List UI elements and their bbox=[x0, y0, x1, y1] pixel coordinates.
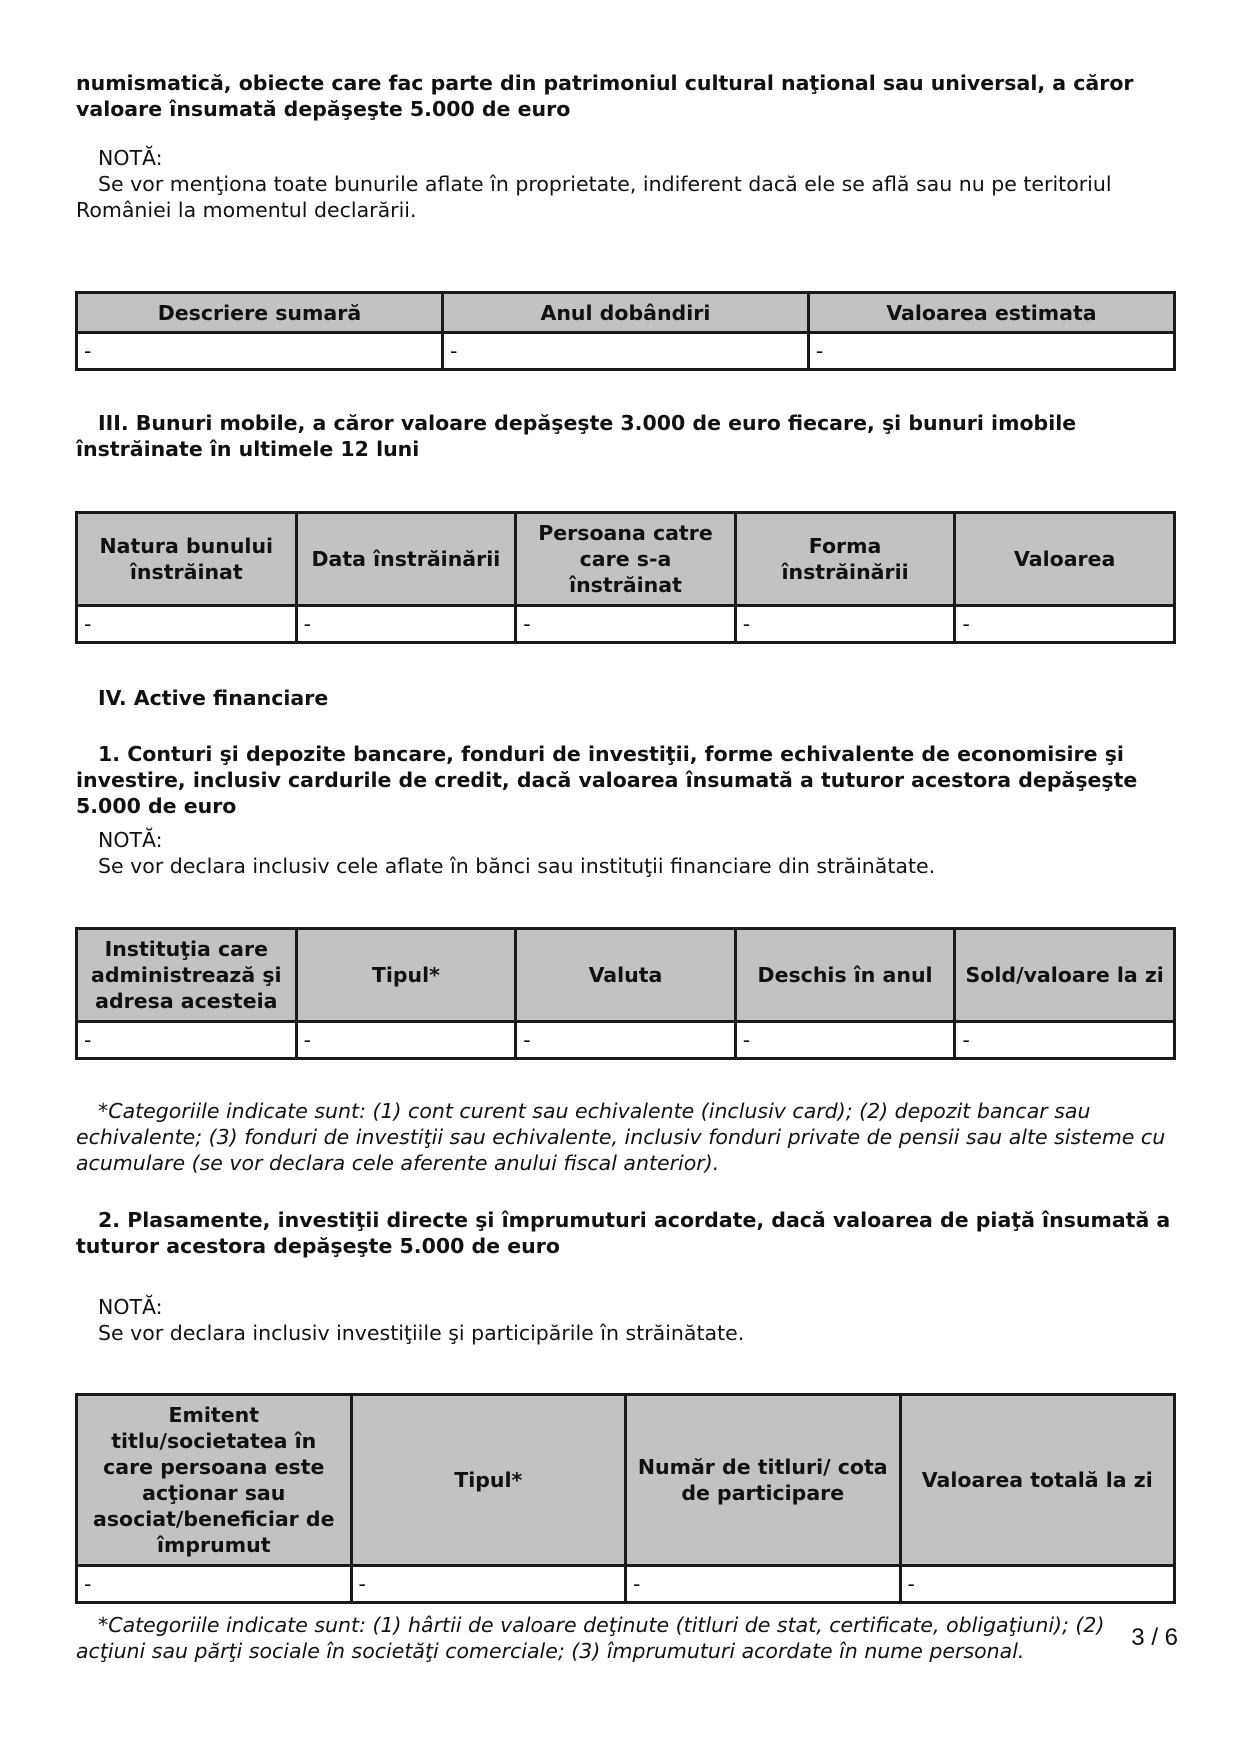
table-header-cell: Sold/valoare la zi bbox=[955, 929, 1175, 1022]
table-header-cell: Natura bunului înstrăinat bbox=[77, 513, 297, 606]
table-cell: - bbox=[351, 1566, 626, 1603]
footnote-categorii-conturi: *Categoriile indicate sunt: (1) cont curent sau echivalente (inclusiv card); (2) depozit bancar sau echivalente; (3) fonduri de investiţii sau echivalente, inclusiv fonduri private de pensii sau alte sisteme cu acumulare (se vor declara cele aferente anului fiscal anterior). bbox=[76, 1099, 1166, 1175]
note-text: Se vor declara inclusiv cele aflate în bănci sau instituţii financiare din străinătate. bbox=[98, 854, 936, 878]
table-cell: - bbox=[516, 606, 736, 643]
table-conturi-depozite bbox=[75, 927, 1176, 1060]
table-cell: - bbox=[296, 606, 516, 643]
table-header-cell: Descriere sumară bbox=[77, 293, 443, 333]
table-header-cell: Tipul* bbox=[296, 929, 516, 1022]
table-row bbox=[77, 1566, 1175, 1603]
note-text: Se vor menţiona toate bunurile aflate în proprietate, indiferent dacă ele se află sau nu pe teritoriul României la momentul declarării. bbox=[76, 172, 1112, 222]
table-header-cell: Persoana catre care s-a înstrăinat bbox=[516, 513, 736, 606]
table-header-cell: Valoarea totală la zi bbox=[900, 1395, 1175, 1566]
table-cell: - bbox=[955, 1022, 1175, 1059]
note-label: NOTĂ: bbox=[98, 146, 163, 170]
table-cell: - bbox=[626, 1566, 901, 1603]
table-cell: - bbox=[77, 1566, 352, 1603]
table-plasamente-investitii bbox=[75, 1393, 1176, 1604]
note-label: NOTĂ: bbox=[98, 828, 163, 852]
table-cell: - bbox=[442, 333, 808, 370]
section-iii-heading: III. Bunuri mobile, a căror valoare depăşeşte 3.000 de euro fiecare, şi bunuri imobile înstrăinate în ultimele 12 luni bbox=[76, 411, 1077, 461]
table-cell: - bbox=[735, 1022, 955, 1059]
table-row bbox=[77, 333, 1175, 370]
table-cell: - bbox=[516, 1022, 736, 1059]
table-cell: - bbox=[735, 606, 955, 643]
table-header-cell: Valoarea bbox=[955, 513, 1175, 606]
table-header-cell: Instituţia care administrează şi adresa acesteia bbox=[77, 929, 297, 1022]
table-header-cell: Deschis în anul bbox=[735, 929, 955, 1022]
table-cell: - bbox=[900, 1566, 1175, 1603]
table-header-cell: Număr de titluri/ cota de participare bbox=[626, 1395, 901, 1566]
section-iv-heading: IV. Active financiare bbox=[98, 686, 329, 710]
note-text: Se vor declara inclusiv investiţiile şi participările în străinătate. bbox=[98, 1321, 745, 1345]
section-iv-1-heading: 1. Conturi şi depozite bancare, fonduri de investiţii, forme echivalente de economisire şi investire, inclusiv cardurile de credit, dacă valoarea însumată a tuturor acestora depăşeşte 5.000 de euro bbox=[76, 742, 1138, 818]
table-cell: - bbox=[77, 333, 443, 370]
table-cell: - bbox=[808, 333, 1174, 370]
table-cell: - bbox=[955, 606, 1175, 643]
table-header-cell: Tipul* bbox=[351, 1395, 626, 1566]
table-cell: - bbox=[77, 606, 297, 643]
table-header-cell: Emitent titlu/societatea în care persoana este acţionar sau asociat/beneficiar de împrumut bbox=[77, 1395, 352, 1566]
section-iv-2-heading: 2. Plasamente, investiţii directe şi împrumuturi acordate, dacă valoarea de piaţă însumată a tuturor acestora depăşeşte 5.000 de euro bbox=[76, 1208, 1171, 1258]
table-header-cell: Valoarea estimata bbox=[808, 293, 1174, 333]
table-row bbox=[77, 606, 1175, 643]
table-header-cell: Data înstrăinării bbox=[296, 513, 516, 606]
table-header-cell: Forma înstrăinării bbox=[735, 513, 955, 606]
table-bunuri-mobile-valoroase bbox=[75, 291, 1176, 371]
table-header-cell: Anul dobândiri bbox=[442, 293, 808, 333]
footnote-categorii-plasamente: *Categoriile indicate sunt: (1) hârtii de valoare deţinute (titluri de stat, certificate, obligaţiuni); (2) acţiuni sau părţi sociale în societăţi comerciale; (3) împrumuturi acordate în nume personal. bbox=[76, 1613, 1105, 1663]
table-row bbox=[77, 1022, 1175, 1059]
table-cell: - bbox=[77, 1022, 297, 1059]
table-cell: - bbox=[296, 1022, 516, 1059]
page-number: 3 / 6 bbox=[1131, 1624, 1178, 1651]
continued-heading: numismatică, obiecte care fac parte din patrimoniul cultural naţional sau universal, a căror valoare însumată depăşeşte 5.000 de euro bbox=[76, 71, 1134, 121]
table-header-cell: Valuta bbox=[516, 929, 736, 1022]
table-bunuri-instrainate bbox=[75, 511, 1176, 644]
note-label: NOTĂ: bbox=[98, 1295, 163, 1319]
